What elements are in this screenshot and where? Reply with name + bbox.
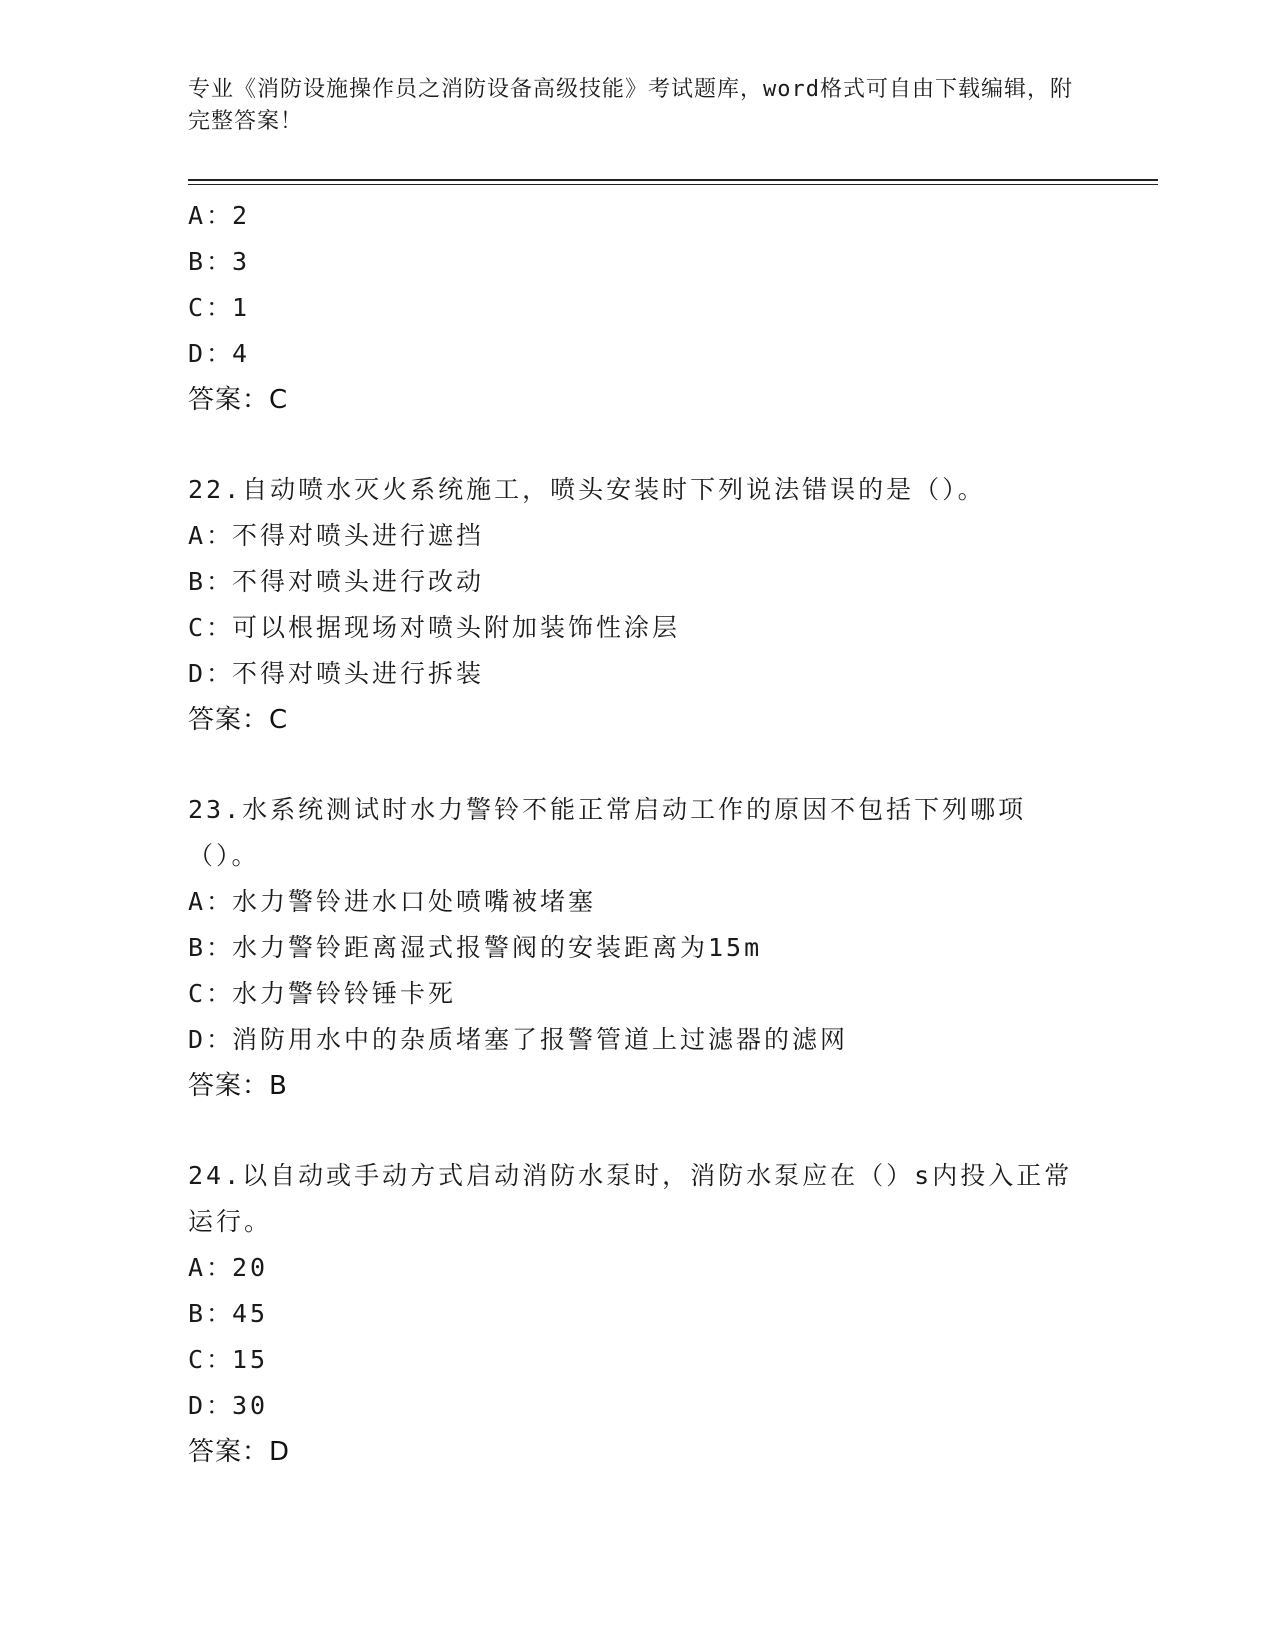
- page-header-text: 专业《消防设施操作员之消防设备高级技能》考试题库，word格式可自由下载编辑，附完整答案！: [188, 77, 1073, 134]
- option-b: B：3: [188, 247, 251, 276]
- option-c: C：水力警铃铃锤卡死: [188, 979, 457, 1008]
- question-22-block: [188, 467, 1088, 743]
- option-d: D：30: [188, 1391, 269, 1420]
- question-stem: 22.自动喷水灭火系统施工，喷头安装时下列说法错误的是（）。: [188, 475, 986, 504]
- option-d: D：消防用水中的杂质堵塞了报警管道上过滤器的滤网: [188, 1025, 849, 1054]
- question-stem: 24.以自动或手动方式启动消防水泵时，消防水泵应在（）s内投入正常运行。: [188, 1161, 1073, 1236]
- header-rule-thin: [188, 184, 1158, 185]
- option-a: A：20: [188, 1253, 269, 1282]
- answer-line: 答案：C: [188, 705, 289, 735]
- question-gap: [188, 743, 1088, 787]
- option-b: B：45: [188, 1299, 269, 1328]
- question-content: [188, 193, 1088, 1475]
- option-a: A：2: [188, 201, 251, 230]
- prev-question-block: [188, 193, 1088, 423]
- header-rule-thick: [188, 179, 1158, 181]
- question-23-block: [188, 787, 1088, 1109]
- option-d: D：4: [188, 339, 251, 368]
- answer-line: 答案：D: [188, 1437, 291, 1467]
- option-d: D：不得对喷头进行拆装: [188, 659, 485, 688]
- question-gap: [188, 423, 1088, 467]
- option-a: A：水力警铃进水口处喷嘴被堵塞: [188, 887, 597, 916]
- option-c: C：1: [188, 293, 251, 322]
- question-24-block: [188, 1153, 1088, 1475]
- answer-line: 答案：B: [188, 1071, 288, 1101]
- option-a: A：不得对喷头进行遮挡: [188, 521, 485, 550]
- question-stem: 23.水系统测试时水力警铃不能正常启动工作的原因不包括下列哪项（）。: [188, 795, 1027, 870]
- answer-line: 答案：C: [188, 385, 289, 415]
- option-b: B：水力警铃距离湿式报警阀的安装距离为15m: [188, 933, 763, 962]
- question-gap: [188, 1109, 1088, 1153]
- option-c: C：15: [188, 1345, 269, 1374]
- option-c: C：可以根据现场对喷头附加装饰性涂层: [188, 613, 681, 642]
- option-b: B：不得对喷头进行改动: [188, 567, 485, 596]
